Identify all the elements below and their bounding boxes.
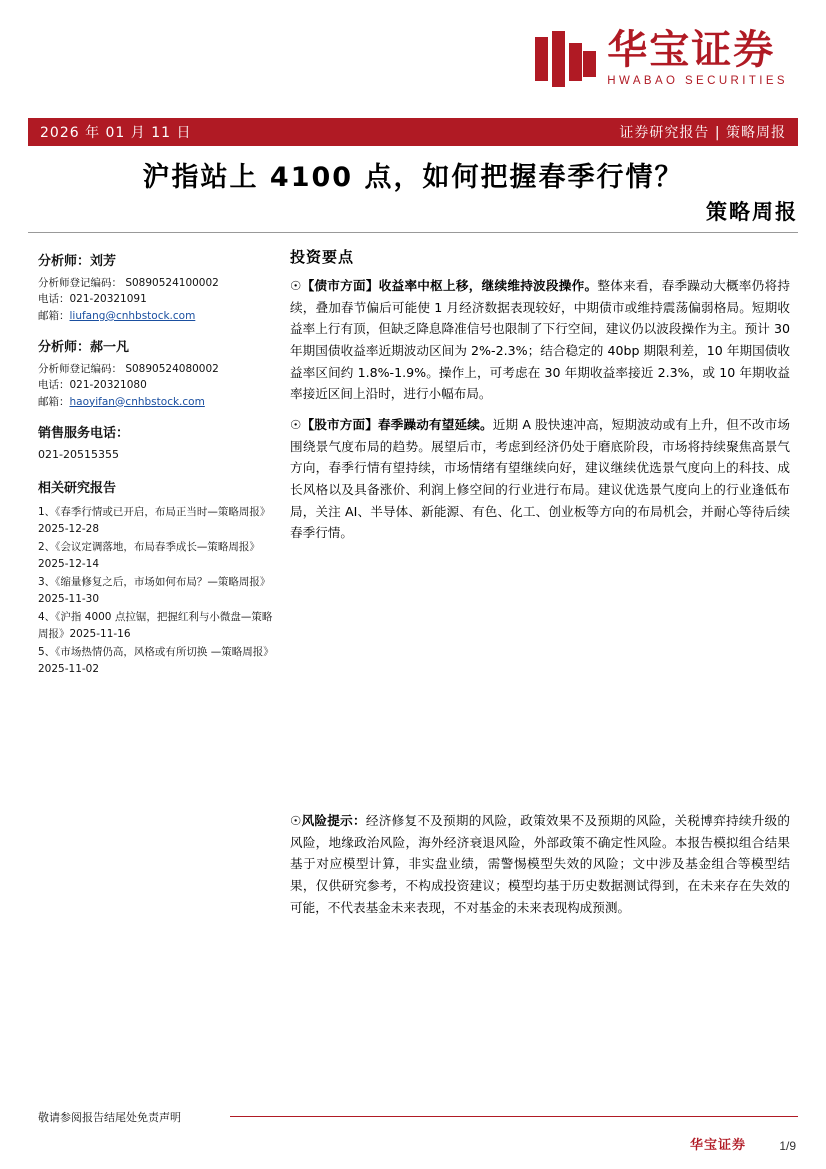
related-reports-block <box>38 479 273 678</box>
risk-disclosure <box>290 810 790 918</box>
paragraph-body: 整体来看，春季躁动大概率仍将持续，叠加春节偏后可能使 1 月经济数据表现较好，中期债市或维持震荡偏弱格局。短期收益率上行有顶，但缺乏降息降准信号也限制了下行空间，建议仍以波段操作为主。预计 30 年期国债收益率近期波动区间为 2%-2.3%；结合稳定的 40bp 期限利差，10 年期国债收益率区间约 1.8%-1.9%。操作上，可考虑在 30 年期收益率接近 2.3%，或 10 年期收益率接近区间上沿时，进行小幅布局。 <box>290 278 791 402</box>
report-date: 2026 年 01 月 11 日 <box>40 125 192 141</box>
related-reports-title: 相关研究报告 <box>38 481 117 497</box>
risk-body: 经济修复不及预期的风险，政策效果不及预期的风险，关税博弈持续升级的风险，地缘政治风险，海外经济衰退风险，外部政策不确定性风险。本报告模拟组合结果基于对应模型计算，非实盘业绩，需警惕模型失效的风险；文中涉及基金组合等模型结果，仅供研究参考，不构成投资建议；模型均基于历史数据测试得到，在未来存在失效的可能，不代表基金未来表现，不对基金的未来表现构成预测。 <box>290 813 791 915</box>
analyst-block <box>38 338 273 410</box>
sales-service-title: 销售服务电话： <box>38 425 130 441</box>
footer-brand: 华宝证券 <box>689 1138 746 1153</box>
analyst-block <box>38 252 273 324</box>
section-heading: 投资要点 <box>290 248 355 266</box>
list-item[interactable]: 3、《缩量修复之后，市场如何布局？—策略周报》2025-11-30 <box>38 576 271 606</box>
analyst-email-link[interactable]: liufang@cnhbstock.com <box>69 309 196 322</box>
list-item[interactable]: 4、《沪指 4000 点拉锯，把握红利与小微盘—策略周报》2025-11-16 <box>38 611 273 641</box>
report-type: 证券研究报告 | 策略周报 <box>619 125 786 141</box>
sidebar <box>38 252 273 679</box>
analyst-phone: 电话：021-20321080 <box>38 379 147 392</box>
footer-note: 敬请参阅报告结尾处免责声明 <box>38 1111 181 1124</box>
logo-text-cn: 华宝证券 <box>607 27 776 73</box>
paragraph-lead: 【股市方面】春季躁动有望延续。 <box>301 416 493 432</box>
logo-mark-icon <box>535 31 597 87</box>
paragraph-lead: 【债市方面】收益率中枢上移，继续维持波段操作。 <box>301 278 598 293</box>
company-logo <box>535 27 788 87</box>
bullet-icon: ☉ <box>290 813 302 828</box>
analyst-phone: 电话：021-20321091 <box>38 293 147 306</box>
analyst-email-row <box>38 308 273 324</box>
analyst-email-label: 邮箱： <box>38 395 70 408</box>
analyst-name: 分析师：刘芳 <box>38 254 117 269</box>
analyst-license: 分析师登记编码： S0890524100002 <box>38 277 219 290</box>
logo-text-en: HWABAO SECURITIES <box>607 75 788 87</box>
analyst-name: 分析师：郝一凡 <box>38 339 130 355</box>
sales-service-phone: 021-20515355 <box>38 448 119 462</box>
title-divider <box>28 232 798 233</box>
paragraph-stock-market <box>290 414 790 544</box>
list-item[interactable]: 5、《市场热情仍高，风格或有所切换 —策略周报》2025-11-02 <box>38 646 269 676</box>
analyst-email-link[interactable]: haoyifan@cnhbstock.com <box>69 395 205 408</box>
bullet-icon: ☉ <box>290 278 302 293</box>
paragraph-bond-market <box>290 275 790 405</box>
investment-points-section <box>290 246 790 553</box>
related-reports-list <box>38 504 273 678</box>
analyst-email-label: 邮箱： <box>38 309 70 322</box>
risk-lead: 风险提示： <box>301 813 366 828</box>
footer-divider <box>230 1116 798 1117</box>
analyst-email-row <box>38 394 273 410</box>
bullet-icon: ☉ <box>290 416 302 432</box>
list-item[interactable]: 1、《春季行情或已开启，布局正当时—策略周报》2025-12-28 <box>38 506 271 536</box>
page-number: 1/9 <box>779 1139 796 1153</box>
paragraph-body: 近期 A 股快速冲高，短期波动或有上升，但不改市场围绕景气度布局的趋势。展望后市，考虑到经济仍处于磨底阶段，市场将持续聚焦高景气方向，春季行情有望持续，市场情绪有望继续向好，建议继续优选景气度向上的科技、成长风格以及具备涨价、利润上修空间的行业进行布局。建议优选景气度向上的行业逢低布局，关注 AI、半导体、新能源、有色、化工、创业板等方向的布局机会，并耐心等待后续春季行情。 <box>290 416 791 541</box>
page-subtitle: 策略周报 <box>706 200 798 224</box>
page-title: 沪指站上 4100 点，如何把握春季行情？ <box>142 162 684 193</box>
list-item[interactable]: 2、《会议定调落地，布局春季成长—策略周报》2025-12-14 <box>38 541 260 571</box>
analyst-license: 分析师登记编码： S0890524080002 <box>38 363 219 376</box>
report-meta-band <box>28 118 798 146</box>
sales-service-block <box>38 424 273 463</box>
